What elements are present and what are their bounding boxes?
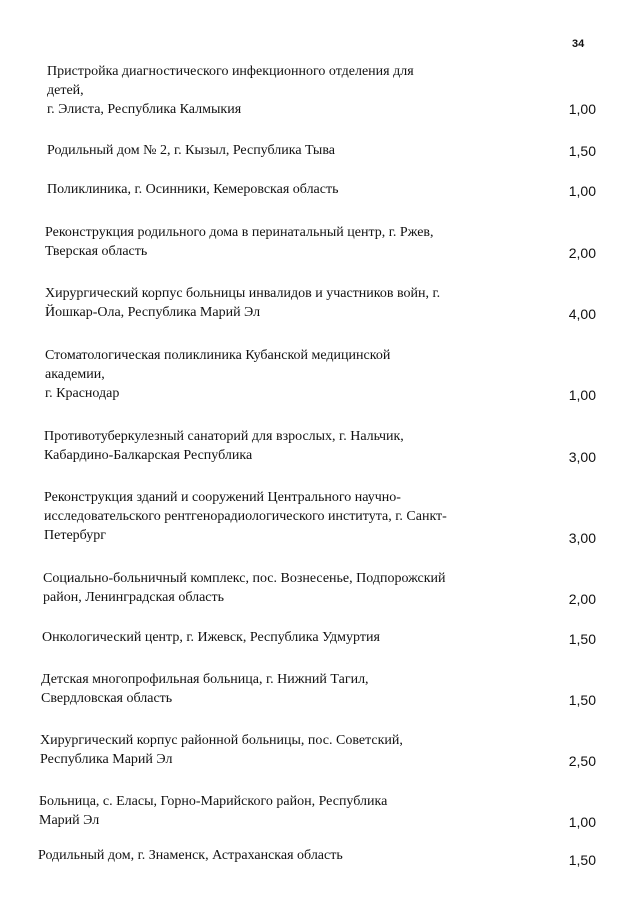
entry-description-line: Социально-больничный комплекс, пос. Вознесенье, Подпорожский (43, 571, 446, 586)
entry-description-line: г. Краснодар (45, 386, 120, 401)
entry-description-line: Хирургический корпус районной больницы, пос. Советский, (40, 733, 403, 748)
entry-description (43, 569, 513, 607)
entry-value: 1,50 (568, 631, 596, 647)
entry-description-line: Марий Эл (39, 813, 100, 828)
entry-description-line: Реконструкция родильного дома в перинатальный центр, г. Ржев, (45, 225, 434, 240)
entry-description-line: исследовательского рентгенорадиологического института, г. Санкт- (44, 509, 447, 524)
entry-value: 1,00 (568, 183, 596, 199)
entry-description (38, 846, 508, 865)
entry-description-line: Йошкар-Ола, Республика Марий Эл (45, 305, 261, 320)
entry-description (44, 488, 514, 545)
entry-description-line: Онкологический центр, г. Ижевск, Республика Удмуртия (42, 630, 380, 645)
entry-description (39, 792, 509, 830)
entry-description-line: Реконструкция зданий и сооружений Центрального научно- (44, 490, 401, 505)
entry-description-line: г. Элиста, Республика Калмыкия (47, 102, 242, 117)
entry-value: 1,50 (568, 143, 596, 159)
entry-value: 2,00 (568, 245, 596, 261)
entry-description-line: Больница, с. Еласы, Горно-Марийского район, Республика (39, 794, 388, 809)
entry-description (47, 62, 517, 119)
entry-description (40, 731, 510, 769)
entry-description-line: Родильный дом № 2, г. Кызыл, Республика Тыва (47, 143, 335, 158)
entry-value: 1,50 (568, 692, 596, 708)
entry-value: 3,00 (568, 449, 596, 465)
entry-value: 4,00 (568, 306, 596, 322)
entry-description-line: Детская многопрофильная больница, г. Нижний Тагил, (41, 672, 369, 687)
entry-value: 1,00 (568, 814, 596, 830)
entry-value: 1,00 (568, 101, 596, 117)
entry-description-line: Стоматологическая поликлиника Кубанской медицинской (45, 348, 391, 363)
entry-description (45, 284, 515, 322)
page-number: 34 (572, 38, 585, 50)
entry-description (42, 628, 512, 647)
entry-description (44, 427, 514, 465)
entry-description (47, 141, 517, 160)
entry-description-line: Тверская область (45, 244, 148, 259)
entry-value: 1,00 (568, 387, 596, 403)
entry-value: 3,00 (568, 530, 596, 546)
entry-description-line: детей, (47, 83, 84, 98)
entry-description (41, 670, 511, 708)
entry-description-line: Республика Марий Эл (40, 752, 173, 767)
entry-description-line: Пристройка диагностического инфекционного отделения для (47, 64, 414, 79)
entry-description-line: Петербург (44, 528, 106, 543)
entry-value: 2,50 (568, 753, 596, 769)
entry-description-line: Родильный дом, г. Знаменск, Астраханская область (38, 848, 343, 863)
entry-description-line: академии, (45, 367, 105, 382)
entry-description (45, 346, 515, 403)
entry-description-line: район, Ленинградская область (43, 590, 225, 605)
entry-description-line: Свердловская область (41, 691, 173, 706)
entry-description-line: Кабардино-Балкарская Республика (44, 448, 253, 463)
entry-value: 2,00 (568, 591, 596, 607)
entry-value: 1,50 (568, 852, 596, 868)
entry-description-line: Поликлиника, г. Осинники, Кемеровская область (47, 182, 339, 197)
entry-description (45, 223, 515, 261)
entry-description-line: Противотуберкулезный санаторий для взрослых, г. Нальчик, (44, 429, 404, 444)
entry-description-line: Хирургический корпус больницы инвалидов и участников войн, г. (45, 286, 441, 301)
entry-description (47, 180, 517, 199)
